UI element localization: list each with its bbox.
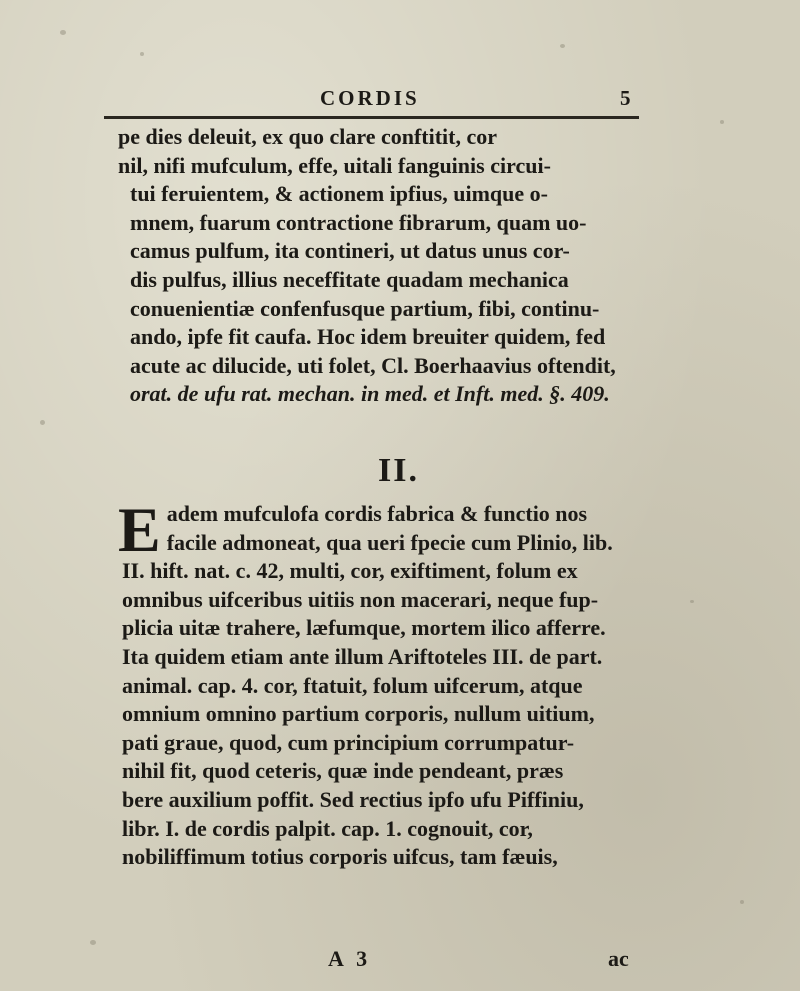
text-line: ando, ipfe fit caufa. Hoc idem breuiter quidem, fed bbox=[130, 324, 606, 350]
paper-speck bbox=[140, 52, 144, 56]
page-number: 5 bbox=[620, 86, 631, 110]
catchword: ac bbox=[608, 946, 629, 971]
paper-speck bbox=[90, 940, 96, 945]
text-line: facile admoneat, qua ueri fpecie cum Plinio, lib. bbox=[166, 529, 613, 555]
paper-speck bbox=[560, 44, 565, 48]
upper-paragraph bbox=[118, 123, 658, 409]
text-line: bere auxilium poffit. Sed rectius ipfo ufu Piffiniu, bbox=[122, 786, 584, 812]
header-rule bbox=[104, 116, 639, 119]
text-line: dis pulfus, illius neceffitate quadam mechanica bbox=[130, 266, 569, 292]
text-line: acute ac dilucide, uti folet, Cl. Boerhaavius oftendit, bbox=[130, 352, 616, 378]
text-line: libr. I. de cordis palpit. cap. 1. cognouit, cor, bbox=[122, 815, 533, 841]
page-header bbox=[100, 84, 640, 124]
paper-speck bbox=[720, 120, 724, 124]
text-line: Ita quidem etiam ante illum Ariftoteles III. de part. bbox=[122, 643, 603, 669]
drop-capital: E bbox=[118, 494, 161, 565]
text-line: pati graue, quod, cum principium corrumpatur- bbox=[122, 729, 575, 755]
section-number: II. bbox=[378, 452, 419, 489]
signature-mark: A 3 bbox=[328, 946, 372, 971]
text-line: camus pulfum, ita contineri, ut datus unus cor- bbox=[130, 238, 570, 264]
text-line: II. hift. nat. c. 42, multi, cor, exiftiment, folum ex bbox=[122, 558, 578, 584]
text-line: pe dies deleuit, ex quo clare conftitit, cor bbox=[118, 124, 498, 149]
paper-speck bbox=[40, 420, 45, 425]
text-line: conuenientiæ confenfusque partium, fibi, continu- bbox=[130, 295, 600, 321]
paper-speck bbox=[690, 600, 694, 603]
text-line: animal. cap. 4. cor, ftatuit, folum uifcerum, atque bbox=[122, 672, 583, 698]
text-line: adem mufculofa cordis fabrica & functio nos bbox=[166, 501, 588, 526]
text-line: mnem, fuarum contractione fibrarum, quam uo- bbox=[130, 209, 587, 235]
text-line: orat. de ufu rat. mechan. in med. et Inft. med. §. 409. bbox=[130, 381, 610, 407]
text-line: omnium omnino partium corporis, nullum uitium, bbox=[122, 701, 595, 727]
page-footer bbox=[118, 946, 678, 978]
text-line: nobiliffimum totius corporis uifcus, tam fæuis, bbox=[122, 844, 558, 870]
text-line: omnibus uifceribus uitiis non macerari, neque fup- bbox=[122, 586, 599, 612]
text-line: nihil fit, quod ceteris, quæ inde pendeant, præs bbox=[122, 758, 564, 784]
running-head: CORDIS bbox=[320, 86, 420, 110]
text-line: nil, nifi mufculum, effe, uitali fanguinis circui- bbox=[118, 152, 551, 178]
paper-speck bbox=[60, 30, 66, 35]
paper-speck bbox=[740, 900, 744, 904]
lower-paragraph bbox=[110, 494, 670, 872]
text-line: plicia uitæ trahere, læfumque, mortem ilico afferre. bbox=[122, 615, 606, 641]
text-line: tui feruientem, & actionem ipfius, uimque o- bbox=[130, 181, 548, 207]
